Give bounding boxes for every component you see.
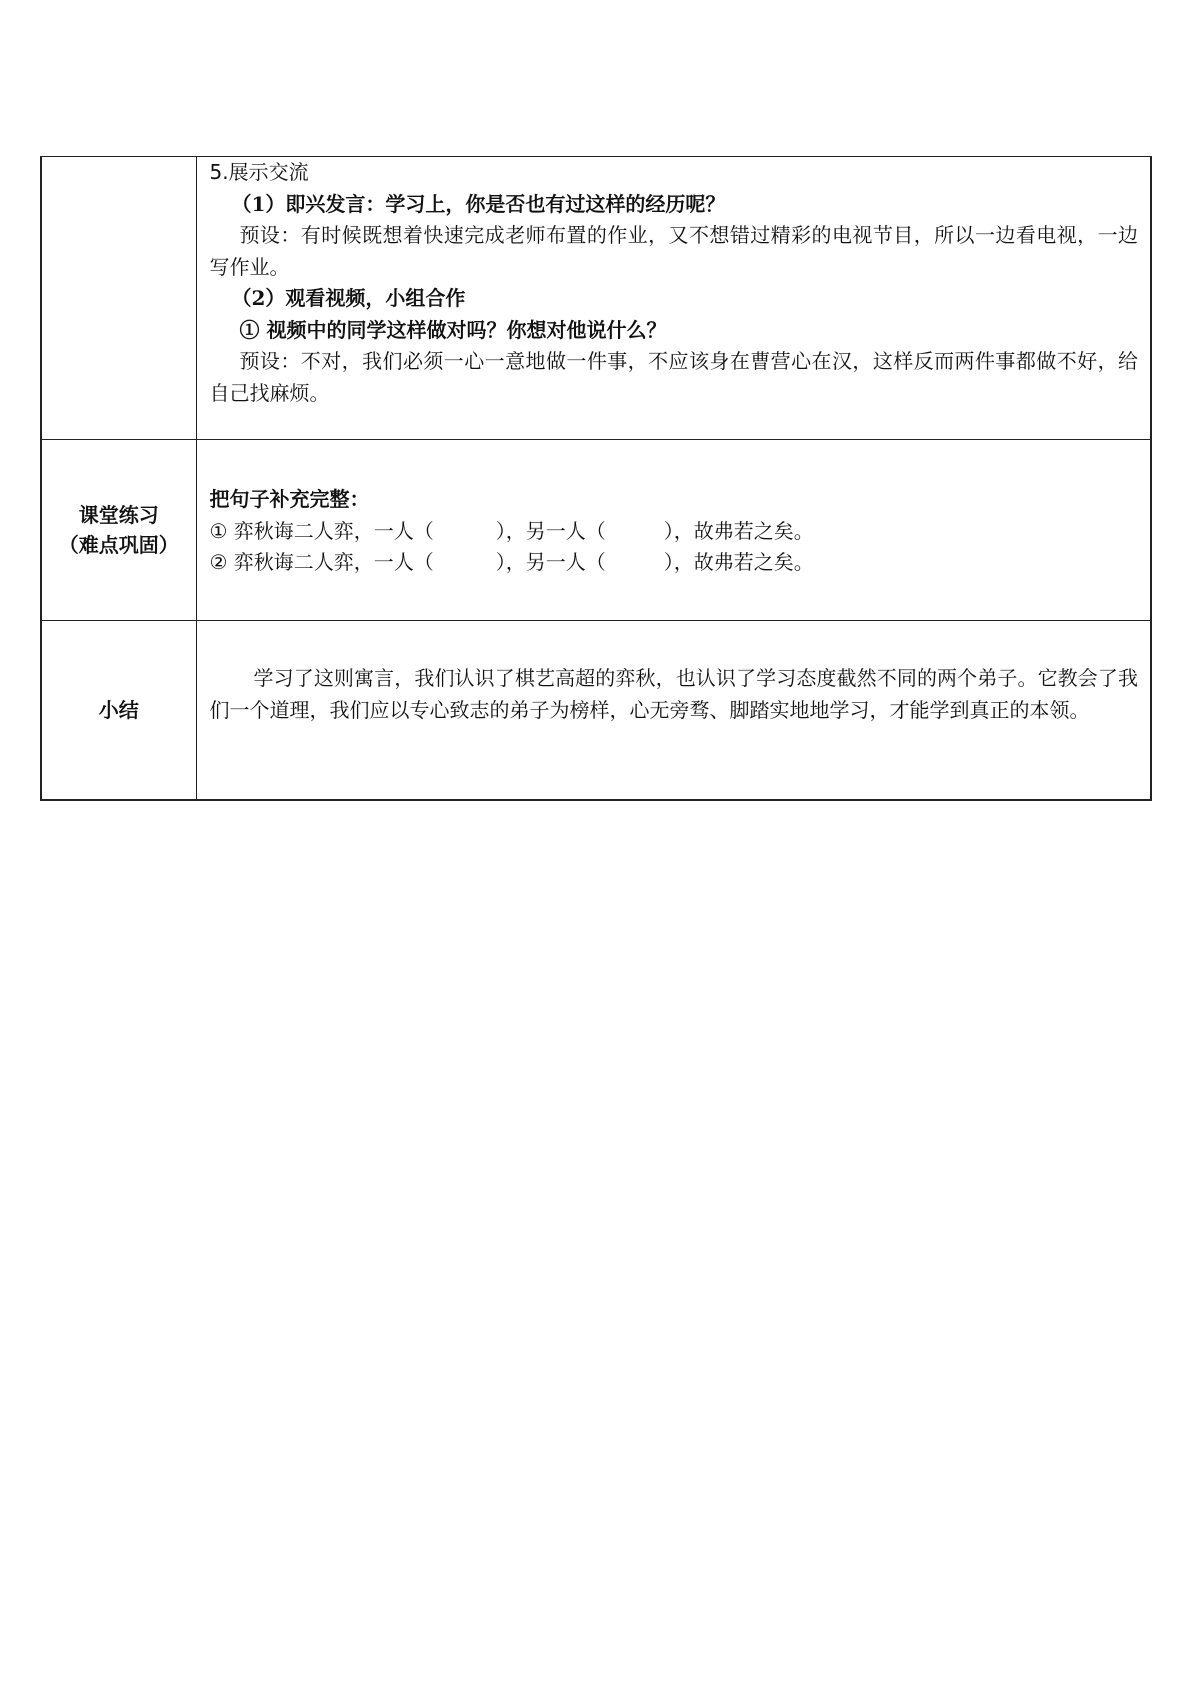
process-question-1: ① 视频中的同学这样做对吗？你想对他说什么？ [239,317,667,342]
process-item-1: （1）即兴发言：学习上，你是否也有过这样的经历呢？ [231,191,726,216]
summary-row [41,621,1151,800]
practice-label-line-1: 课堂练习 [78,503,159,527]
process-label-cell [41,157,196,440]
practice-label-cell [41,440,196,621]
practice-q2-mid: ），另一人（ [495,550,606,574]
practice-question-1 [210,516,1139,548]
lesson-plan-table [40,156,1152,801]
process-heading: 5.展示交流 [209,160,309,184]
practice-question-2 [210,547,1139,579]
process-item-2: （2）观看视频，小组合作 [231,286,466,310]
practice-content-cell [196,440,1151,621]
process-preset-1: 预设：有时候既想着快速完成老师布置的作业，又不想错过精彩的电视节目，所以一边看电视，一边写作业。 [209,223,1138,279]
practice-q1-prefix: ① 弈秋诲二人弈，一人（ [209,518,434,543]
practice-q1-suffix: ），故弗若之矣。 [663,518,814,543]
process-row [41,157,1151,440]
practice-q1-mid: ），另一人（ [495,518,606,543]
practice-instruction: 把句子补充完整： [209,487,370,511]
summary-content-cell [196,621,1151,800]
summary-text: 学习了这则寓言，我们认识了棋艺高超的弈秋，也认识了学习态度截然不同的两个弟子。它教会了我们一个道理，我们应以专心致志的弟子为榜样，心无旁骛、脚踏实地地学习，才能学到真正的本领。 [209,666,1138,722]
summary-label-cell [41,621,196,800]
practice-row [41,440,1151,621]
practice-label-line-2: （难点巩固） [58,533,179,557]
process-content-cell [196,157,1151,440]
summary-label: 小结 [98,697,139,722]
practice-q2-suffix: ），故弗若之矣。 [663,550,814,574]
process-preset-2: 预设：不对，我们必须一心一意地做一件事，不应该身在曹营心在汉，这样反而两件事都做不好，给自己找麻烦。 [209,349,1138,405]
practice-q2-prefix: ② 弈秋诲二人弈，一人（ [209,550,434,574]
